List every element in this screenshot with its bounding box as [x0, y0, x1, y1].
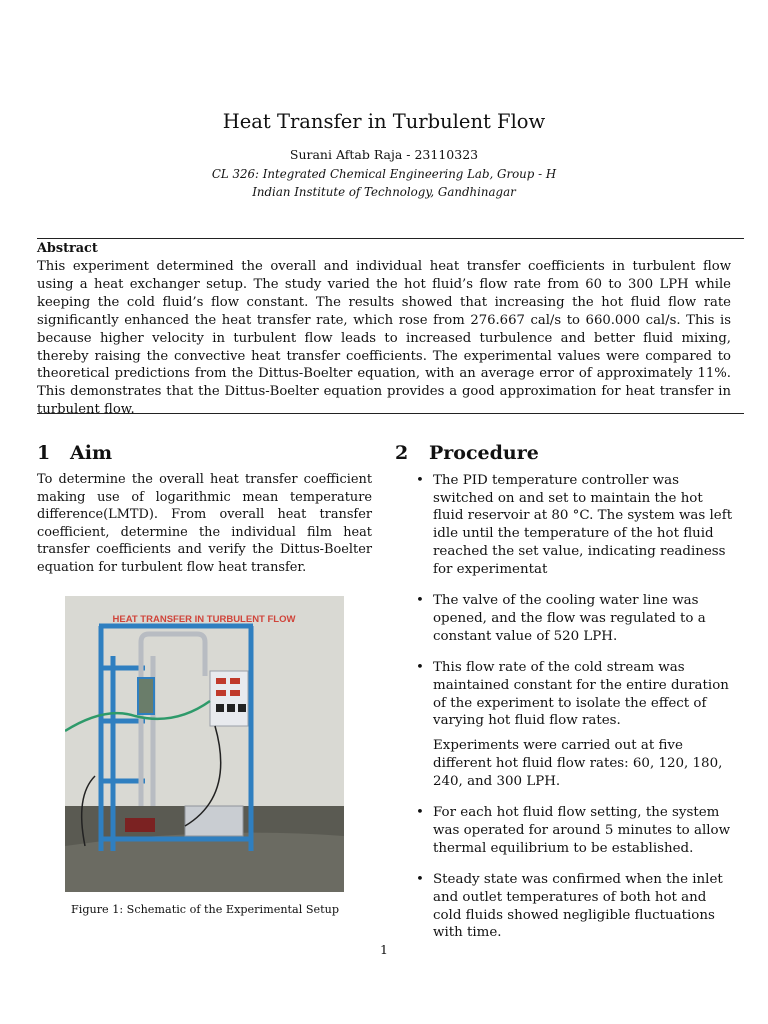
institute-affiliation: Indian Institute of Technology, Gandhinagar	[252, 185, 516, 199]
procedure-section-title: Procedure	[429, 442, 539, 464]
figure-caption: Figure 1: Schematic of the Experimental Setup	[71, 903, 339, 916]
procedure-step-text: For each hot fluid flow setting, the system was operated for around 5 minutes to allow thermal equilibrium to be established.	[433, 805, 731, 856]
abstract-bottom-rule	[37, 413, 744, 414]
page-number: 1	[380, 942, 388, 957]
paper-title: Heat Transfer in Turbulent Flow	[222, 110, 546, 133]
setup-photo	[65, 596, 344, 892]
abstract-body: This experiment determined the overall and individual heat transfer coefficients in turbulent flow using a heat exchanger setup. The study varied the hot fluid’s flow rate from 60 to 300 LPH while keeping the cold fluid’s flow constant. The results showed that increasing the hot fluid flow rate significantly enhanced the heat transfer rate, which rose from 276.667 cal/s to 660.000 cal/s. This is because higher velocity in turbulent flow leads to increased turbulence and better fluid mixing, thereby raising the convective heat transfer coefficients. The experimental values were compared to theoretical predictions from the Dittus-Boelter equation, with an average error of approximately 11%. This demonstrates that the Dittus-Boelter equation provides a good approximation for heat transfer in turbulent flow.	[37, 259, 731, 418]
procedure-step	[416, 871, 734, 942]
procedure-step	[416, 592, 734, 645]
procedure-step-text: This flow rate of the cold stream was maintained constant for the entire duration of the experiment to isolate the effect of varying hot fluid flow rates.	[433, 660, 729, 729]
setup-banner-text: HEAT TRANSFER IN TURBULENT FLOW	[112, 614, 296, 625]
aim-section-title: Aim	[70, 442, 113, 464]
bullet-icon: •	[416, 660, 424, 676]
procedure-list	[416, 472, 734, 942]
procedure-step-text: Steady state was confirmed when the inlet and outlet temperatures of both hot and cold fluids showed negligible fluctuations with time.	[433, 872, 723, 941]
procedure-step	[416, 472, 734, 578]
bullet-icon: •	[416, 593, 424, 609]
procedure-step	[416, 659, 734, 790]
procedure-list-container	[416, 472, 734, 956]
abstract-top-rule	[37, 238, 744, 239]
aim-body: To determine the overall heat transfer coefficient making use of logarithmic mean temperature difference(LMTD). From overall heat transfer coefficient, determine the individual film heat transfer coefficients and verify the Dittus-Boelter equation for turbulent flow heat transfer.	[37, 472, 372, 575]
setup-photo-illustration	[65, 596, 344, 892]
abstract-heading: Abstract	[37, 241, 98, 256]
procedure-section-number: 2	[395, 442, 409, 464]
course-affiliation: CL 326: Integrated Chemical Engineering Lab, Group - H	[211, 167, 557, 181]
aim-section-number: 1	[37, 442, 51, 464]
procedure-step-text: The valve of the cooling water line was opened, and the flow was regulated to a constant value of 520 LPH.	[433, 593, 706, 644]
bullet-icon: •	[416, 805, 424, 821]
bullet-icon: •	[416, 473, 424, 488]
procedure-step-extra: Experiments were carried out at five different hot fluid flow rates: 60, 120, 180, 240, and 300 LPH.	[433, 738, 723, 789]
bullet-icon: •	[416, 872, 424, 888]
procedure-step-text: The PID temperature controller was switched on and set to maintain the hot fluid reservoir at 80 °C. The system was left idle until the temperature of the hot fluid reached the set value, indicating readiness for experimentat	[433, 473, 733, 577]
author-line: Surani Aftab Raja - 23110323	[289, 147, 479, 162]
procedure-step	[416, 804, 734, 857]
